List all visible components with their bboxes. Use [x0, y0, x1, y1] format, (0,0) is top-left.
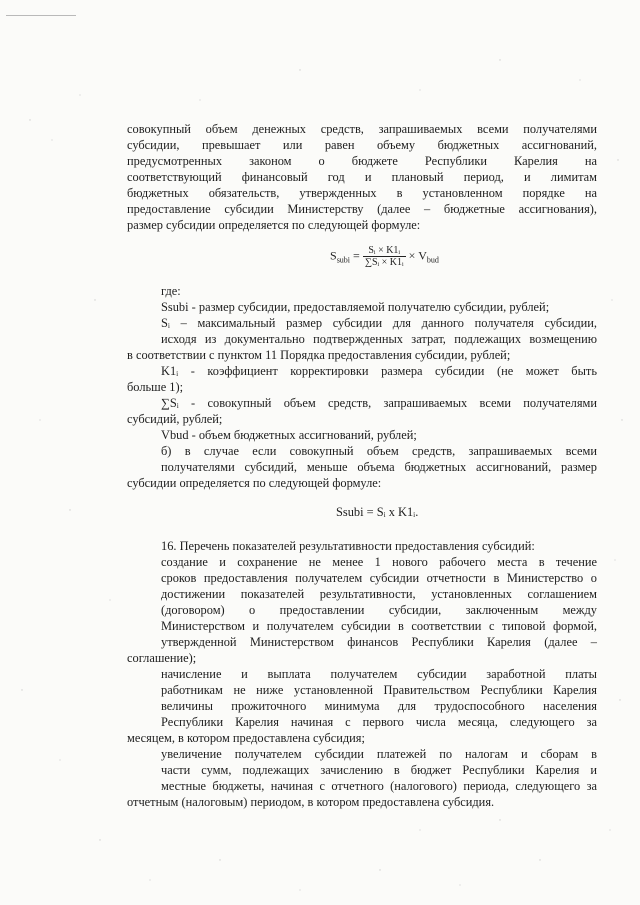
formula-subsidy-direct: Ssubi = Sᵢ x K1ᵢ.	[336, 505, 419, 519]
item-taxes-last: отчетным (налоговым) периодом, в котором предоставлена субсидия.	[127, 795, 495, 809]
text-line: б) в случае если совокупный объем средств, запрашиваемых всеми	[161, 444, 597, 458]
intro-last-line: размер субсидии определяется по следующей формуле:	[127, 218, 421, 232]
item-wages-last: месяцем, в котором предоставлена субсидия;	[127, 731, 365, 745]
case-b-last: субсидии определяется по следующей формуле:	[127, 476, 382, 490]
formula-denominator: ∑Sᵢ × K1ᵢ	[364, 257, 404, 268]
formula-tail-sub: bud	[426, 255, 439, 265]
text-line: достижении показателей результативности, установленных соглашением	[161, 587, 597, 601]
formula-fraction	[363, 245, 406, 268]
definition-s-i-last: в соответствии с пунктом 11 Порядка предоставления субсидии, рублей;	[127, 348, 511, 362]
text-line: исходя из документально подтвержденных затрат, подлежащих возмещению	[161, 332, 597, 346]
item-wages	[127, 666, 597, 730]
text-line: Министерством и получателем субсидии в соответствии с типовой формой,	[161, 619, 597, 633]
text-line: ∑Sᵢ - совокупный объем средств, запрашиваемых всеми получателями	[161, 396, 597, 410]
definition-vbud: Vbud - объем бюджетных ассигнований, рублей;	[161, 428, 417, 442]
text-line: части сумм, подлежащих зачислению в бюджет Республики Карелия и	[161, 763, 597, 777]
definition-sum	[127, 395, 597, 411]
definition-k1-last: больше 1);	[127, 380, 184, 394]
text-line: (договором) о предоставлении субсидии, заключенным между	[161, 603, 597, 617]
text-line: получателями субсидий, меньше объема бюджетных ассигнований, размер	[161, 460, 597, 474]
formula-subsidy-proportional: $S_{subi}$ = $\frac{\text{Sᵢ × K1ᵢ}}{\text{∑Sᵢ × K1ᵢ}}$ × $V_{bud}$	[330, 245, 439, 268]
item-workplaces	[127, 554, 597, 650]
text-line: сроков предоставления получателем субсидии отчетности в Министерство о	[161, 571, 597, 585]
text-line: утвержденной Министерством финансов Республики Карелия (далее –	[161, 635, 597, 649]
section-16-title: 16. Перечень показателей результативности предоставления субсидий:	[161, 539, 535, 553]
definition-k1	[127, 363, 597, 379]
text-line: работникам не ниже установленной Правительством Республики Карелия	[161, 683, 597, 697]
text-line: совокупный объем денежных средств, запрашиваемых всеми получателями	[127, 122, 597, 136]
formula-numerator: Sᵢ × K1ᵢ	[363, 245, 406, 257]
text-line: субсидии, превышает или равен объему бюджетных ассигнований,	[127, 138, 597, 152]
item-taxes	[127, 746, 597, 794]
intro-paragraph	[127, 121, 597, 217]
text-line: Sᵢ – максимальный размер субсидии для данного получателя субсидии,	[161, 316, 597, 330]
text-line: K1ᵢ - коэффициент корректировки размера субсидии (не может быть	[161, 364, 597, 378]
where-label: где:	[161, 284, 181, 298]
text-line: начисление и выплата получателем субсидии заработной платы	[161, 667, 597, 681]
text-line: соответствующий финансовый год и плановый период, и лимитам	[127, 170, 597, 184]
text-line: местные бюджеты, начиная с отчетного (налогового) периода, следующего за	[161, 779, 597, 793]
text-line: предусмотренных законом о бюджете Республики Карелия на	[127, 154, 597, 168]
text-line: создание и сохранение не менее 1 нового рабочего места в течение	[161, 555, 597, 569]
formula-lhs-sub: subi	[336, 255, 351, 265]
text-line: увеличение получателем субсидии платежей по налогам и сборам в	[161, 747, 597, 761]
formula-tail: × V	[408, 248, 427, 263]
case-b-paragraph	[127, 443, 597, 475]
text-line: бюджетных обязательств, утвержденных в установленном порядке на	[127, 186, 597, 200]
definition-sum-last: субсидий, рублей;	[127, 412, 223, 426]
item-workplaces-last: соглашение);	[127, 651, 197, 665]
text-line: предоставление субсидии Министерству (далее – бюджетные ассигнования),	[127, 202, 597, 216]
definition-s-subi: Ssubi - размер субсидии, предоставляемой получателю субсидии, рублей;	[161, 300, 550, 314]
text-line: величины прожиточного минимума для трудоспособного населения	[161, 699, 597, 713]
definition-s-i	[127, 315, 597, 347]
formula-lhs: S	[330, 248, 337, 263]
text-line: Республики Карелия начиная с первого числа месяца, следующего за	[161, 715, 597, 729]
